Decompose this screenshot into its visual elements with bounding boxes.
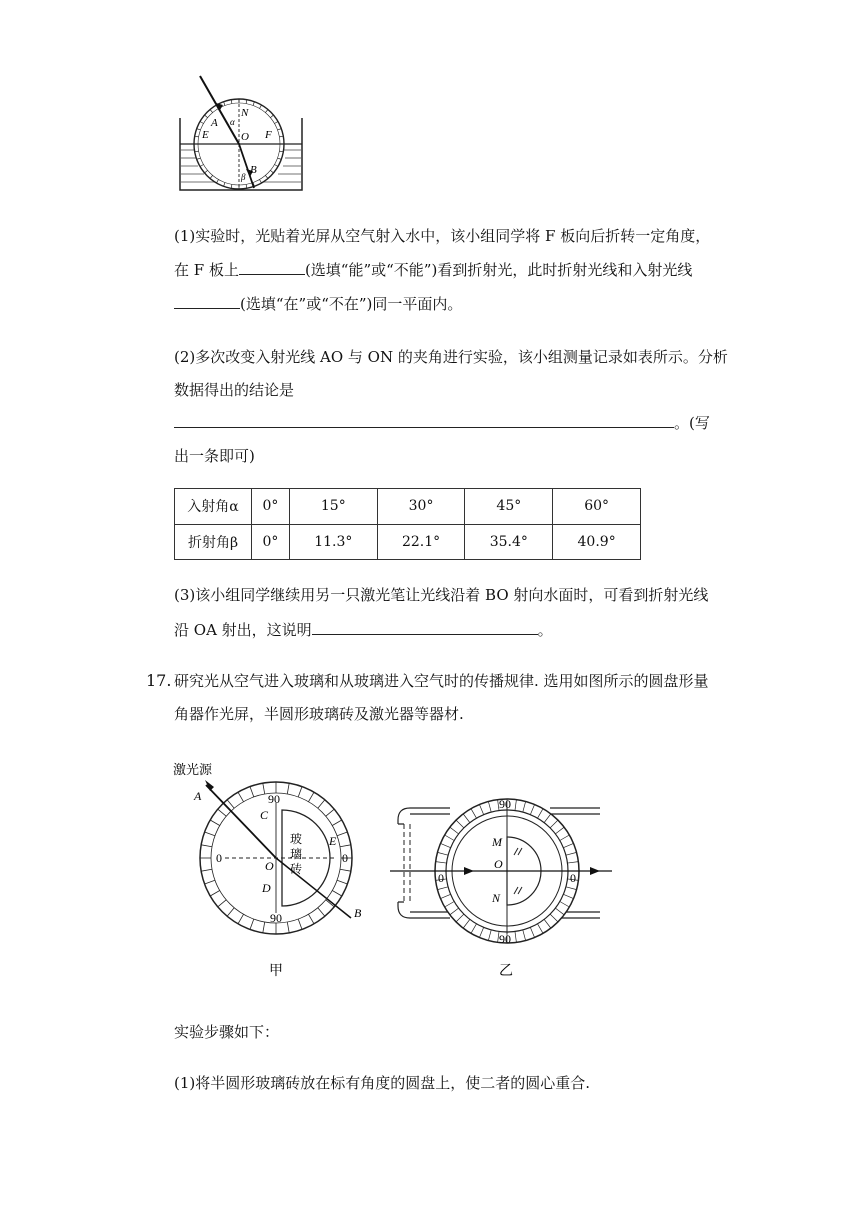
q2-line4: 出一条即可) [174,447,255,465]
q2-line2: 数据得出的结论是 [174,381,295,399]
laser-label: 激光源 [173,762,213,777]
table-row [175,489,641,525]
label-B: B [250,164,257,176]
table-cell: 15° [289,489,377,525]
q1-line2 [174,259,692,280]
table-cell: 40.9° [553,524,641,560]
q1-line3-end: (选填“在”或“不在”)同一平面内。 [240,295,463,313]
label-N: N [492,891,501,905]
brick-text-3: 砖 [290,862,303,876]
scale-left-0: 0 [438,871,444,885]
q1-line3 [174,293,462,314]
table-cell: 30° [377,489,465,525]
label-F: F [265,129,272,141]
q1-line1: (1)实验时，光贴着光屏从空气射入水中，该小组同学将 F 板向后折转一定角度， [174,227,711,245]
scale-bottom-90: 90 [270,911,282,925]
q2-line3-end: 。(写 [674,414,710,432]
table-cell: 0° [252,524,290,560]
scale-top-90: 90 [268,792,280,806]
row-label-incident: 入射角α [175,489,252,525]
caption-jia: 甲 [269,964,283,979]
label-O: O [494,857,503,871]
step-1: (1)将半圆形玻璃砖放在标有角度的圆盘上，使二者的圆心重合. [174,1074,591,1092]
label-A: A [194,789,202,803]
label-C: C [260,808,269,822]
scale-bottom-90: 90 [499,932,511,946]
label-O: O [241,131,249,143]
q1-blank-2[interactable] [174,293,240,309]
label-E: E [202,129,209,141]
label-N: N [241,107,249,119]
label-E: E [329,834,337,848]
scale-right-0: 0 [570,871,576,885]
label-O: O [265,859,274,873]
label-alpha: α [230,117,235,127]
q1-line2-start: 在 F 板上 [174,261,239,279]
row-label-refracted: 折射角β [175,524,252,560]
brick-text-2: 璃 [290,847,303,861]
table-cell: 60° [553,489,641,525]
label-beta: β [241,172,246,182]
table-row [175,524,641,560]
label-M: M [492,835,502,849]
p17-line2: 角器作光屏，半圆形玻璃砖及激光器等器材. [174,705,464,723]
q2-line3 [174,412,710,433]
caption-yi: 乙 [499,964,513,979]
q3-line2-start: 沿 OA 射出，这说明 [174,621,312,639]
q3-line2-end: 。 [537,621,553,639]
q3-line1: (3)该小组同学继续用另一只激光笔让光线沿着 BO 射向水面时，可看到折射光线 [174,586,709,604]
steps-heading: 实验步骤如下： [174,1023,280,1041]
protractor-figure-yi [390,790,630,990]
label-A: A [211,117,218,129]
p17-line1: 研究光从空气进入玻璃和从玻璃进入空气时的传播规律. 选用如图所示的圆盘形量 [174,672,709,690]
table-cell: 11.3° [289,524,377,560]
angle-table [174,488,641,560]
label-D: D [262,881,271,895]
q2-line1: (2)多次改变入射光线 AO 与 ON 的夹角进行实验，该小组测量记录如表所示。分析 [174,348,728,366]
table-cell: 45° [465,489,553,525]
q1-blank-1[interactable] [239,259,305,275]
table-cell: 35.4° [465,524,553,560]
problem-number: 17. [146,671,172,690]
brick-text-1: 玻 [290,832,303,846]
water-tank-figure [170,70,310,195]
label-B: B [354,906,362,920]
q3-line2 [174,619,553,640]
table-cell: 22.1° [377,524,465,560]
scale-right-0: 0 [342,851,348,865]
table-cell: 0° [252,489,290,525]
scale-top-90: 90 [499,797,511,811]
protractor-figure-jia [165,755,380,990]
scale-left-0: 0 [216,851,222,865]
q3-blank[interactable] [312,619,538,635]
q1-line2-end: (选填“能”或“不能”)看到折射光，此时折射光线和入射光线 [304,261,693,279]
q2-blank[interactable] [174,412,674,428]
